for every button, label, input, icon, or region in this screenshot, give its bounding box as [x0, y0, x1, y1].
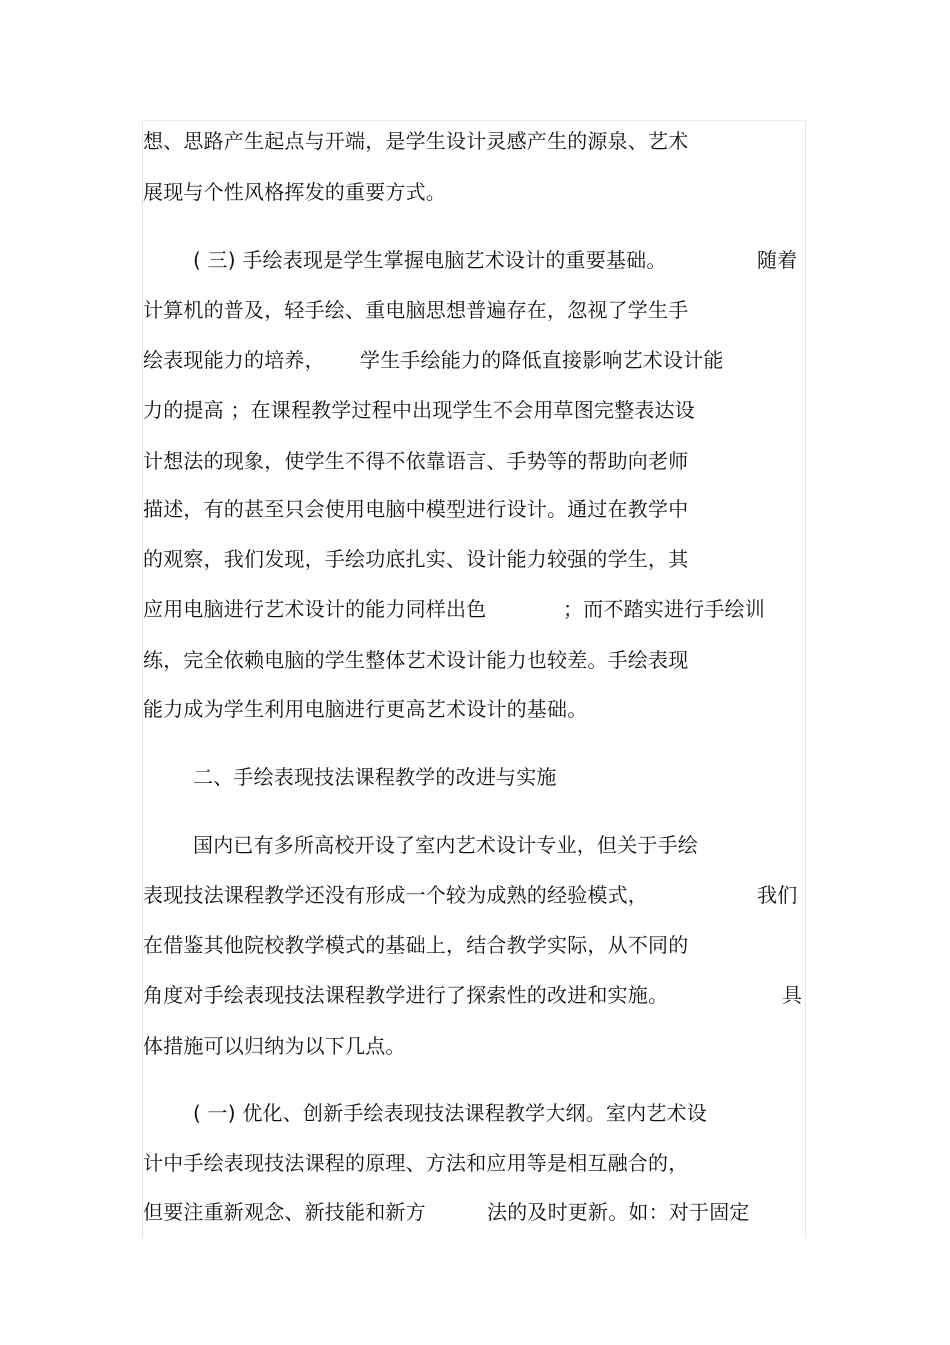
text-line: 随着 [757, 248, 798, 272]
text-line: 绘表现能力的培养， [143, 348, 325, 372]
section-heading: 二、手绘表现技法课程教学的改进与实施 [193, 765, 557, 789]
text-line: 在借鉴其他院校教学模式的基础上，结合教学实际，从不同的 [143, 933, 689, 957]
page-border [142, 120, 806, 1238]
text-line: 我们 [757, 883, 798, 907]
text-line: 展现与个性风格挥发的重要方式。 [143, 180, 446, 204]
text-line: 但要注重新观念、新技能和新方 [143, 1200, 426, 1224]
text-line: 表现技法课程教学还没有形成一个较为成熟的经验模式， [143, 883, 648, 907]
text-line: 计想法的现象，使学生不得不依靠语言、手势等的帮助向老师 [143, 449, 689, 473]
text-line: 应用电脑进行艺术设计的能力同样出色 [143, 597, 487, 621]
text-line: 计中手绘表现技法课程的原理、方法和应用等是相互融合的， [143, 1151, 689, 1175]
text-line: 力的提高 ；在课程教学过程中出现学生不会用草图完整表达设 [143, 398, 695, 422]
text-line: 的观察，我们发现，手绘功底扎实、设计能力较强的学生，其 [143, 547, 689, 571]
text-line: 想、思路产生起点与开端，是学生设计灵感产生的源泉、艺术 [143, 129, 689, 153]
text-line: 国内已有多所高校开设了室内艺术设计专业，但关于手绘 [193, 833, 698, 857]
text-line: 计算机的普及，轻手绘、重电脑思想普遍存在，忽视了学生手 [143, 298, 689, 322]
text-line: 学生手绘能力的降低直接影响艺术设计能 [360, 348, 724, 372]
text-line: 能力成为学生利用电脑进行更高艺术设计的基础。 [143, 697, 588, 721]
text-line: 法的及时更新。如：对于固定 [487, 1200, 750, 1224]
text-line: ；而不踏实进行手绘训 [563, 597, 765, 621]
text-line: ( 三) 手绘表现是学生掌握电脑艺术设计的重要基础。 [193, 248, 667, 272]
text-line: 体措施可以归纳为以下几点。 [143, 1034, 406, 1058]
text-line: 角度对手绘表现技法课程教学进行了探索性的改进和实施。 [143, 983, 669, 1007]
text-line: ( 一) 优化、创新手绘表现技法课程教学大纲。室内艺术设 [193, 1101, 707, 1125]
text-line: 描述，有的甚至只会使用电脑中模型进行设计。通过在教学中 [143, 497, 689, 521]
text-line: 具 [782, 983, 803, 1007]
text-line: 练，完全依赖电脑的学生整体艺术设计能力也较差。手绘表现 [143, 648, 689, 672]
